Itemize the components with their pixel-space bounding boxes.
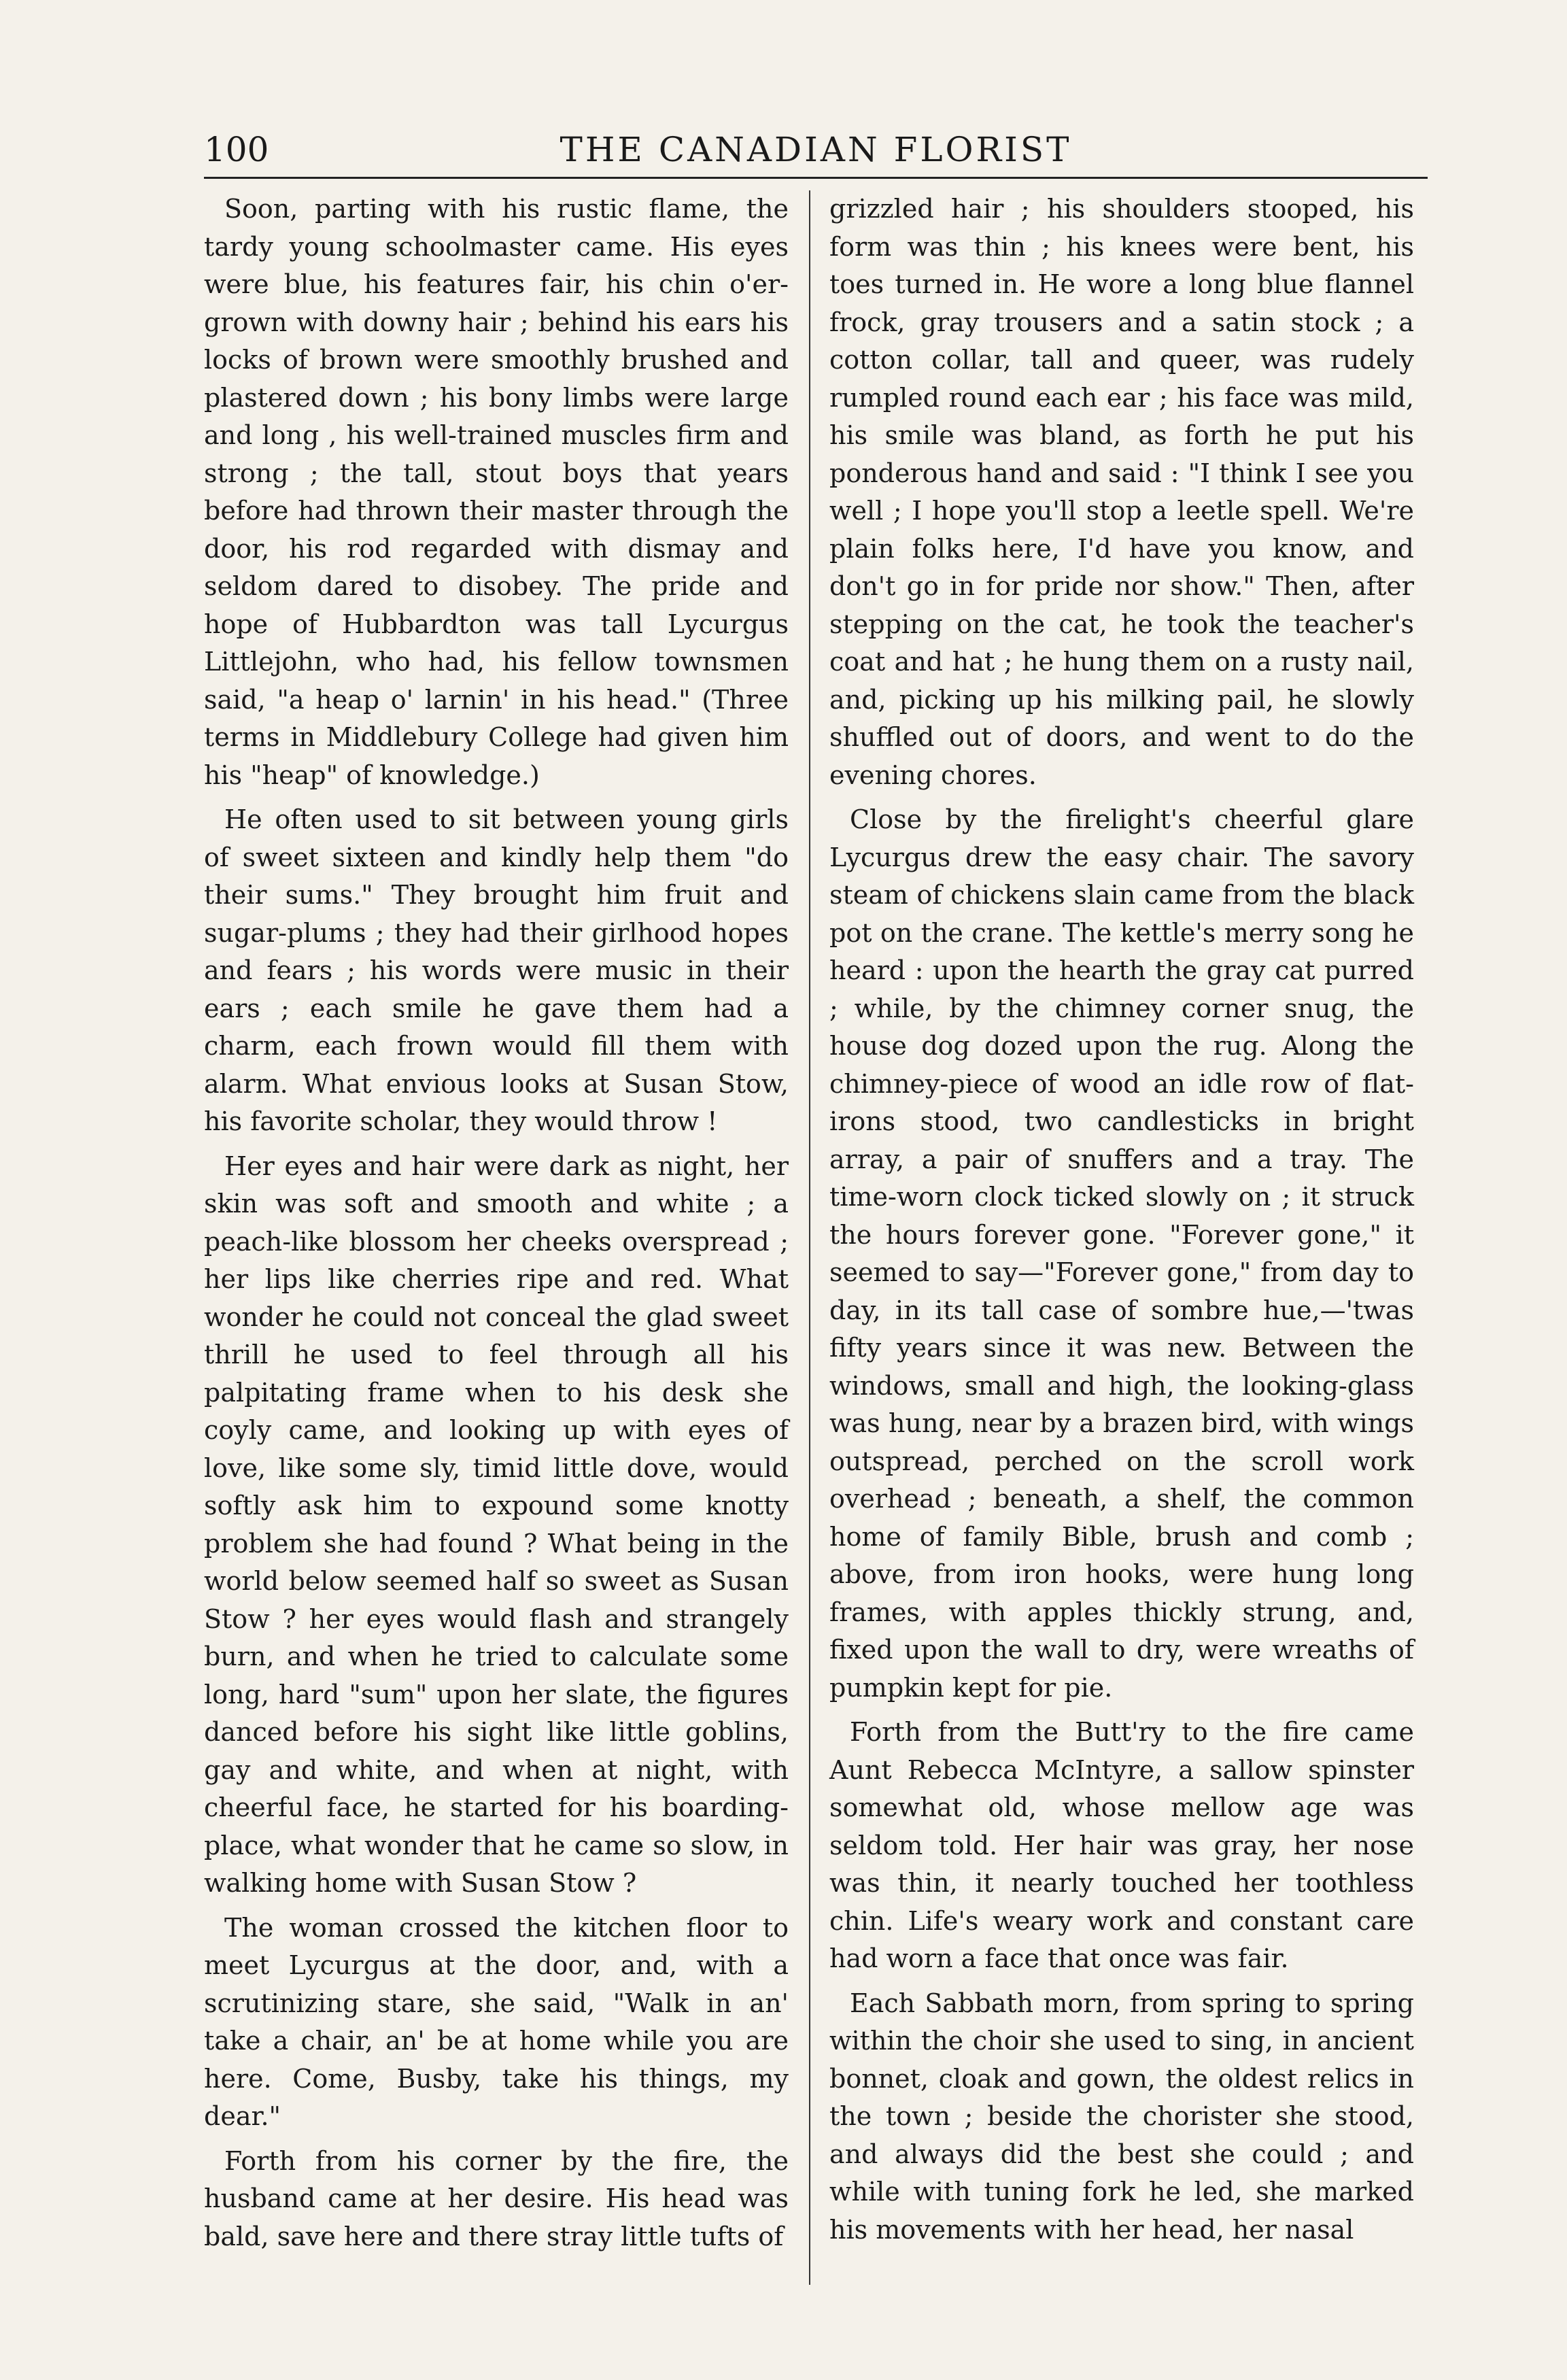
page-header: [204, 129, 1428, 179]
page: [204, 129, 1428, 2305]
right-column: [829, 190, 1414, 2256]
paragraph: Forth from the Butt'ry to the fire came Aunt Rebecca McIntyre, a sallow spinster somewhat old, whose mellow age was seldom told. Her hair was gray, her nose was thin, it nearly touched her toothless chin. Life's weary work and constant care had worn a face that once was fair.: [829, 1717, 1414, 1973]
text-columns: [204, 190, 1428, 2298]
journal-title: THE CANADIAN FLORIST: [559, 130, 1072, 169]
page-number: 100: [204, 130, 269, 169]
paragraph: He often used to sit between young girls of sweet sixteen and kindly help them "do their sums." They brought him fruit and sugar-plums ; they had their girlhood hopes and fears ; his words were music in their ears ; each smile he gave them had a charm, each frown would fill them with alarm. What envious looks at Susan Stow, his favorite scholar, they would throw !: [204, 804, 789, 1136]
paragraph: grizzled hair ; his shoulders stooped, his form was thin ; his knees were bent, his toes turned in. He wore a long blue flannel frock, gray trousers and a satin stock ; a cotton collar, tall and queer, was rudely rumpled round each ear ; his face was mild, his smile was bland, as forth he put his ponderous hand and said : "I think I see you well ; I hope you'll stop a leetle spell. We're plain folks here, I'd have you know, and don't go in for pride nor show." Then, after stepping on the cat, he took the teacher's coat and hat ; he hung them on a rusty nail, and, picking up his milking pail, he slowly shuffled out of doors, and went to do the evening chores.: [829, 194, 1414, 790]
paragraph: Forth from his corner by the fire, the husband came at her desire. His head was bald, save here and there stray little tufts of: [204, 2145, 789, 2251]
column-divider: [809, 190, 810, 2285]
left-column: [204, 190, 789, 2262]
paragraph: Each Sabbath morn, from spring to spring within the choir she used to sing, in ancient bonnet, cloak and gown, the oldest relics in the town ; beside the chorister she stood, and always did the best she could ; and while with tuning fork he led, she marked his movements with her head, her nasal: [829, 1988, 1414, 2245]
paragraph: Soon, parting with his rustic flame, the tardy young schoolmaster came. His eyes were blue, his features fair, his chin o'er-grown with downy hair ; behind his ears his locks of brown were smoothly brushed and plastered down ; his bony limbs were large and long , his well-trained muscles firm and strong ; the tall, stout boys that years before had thrown their master through the door, his rod regarded with dismay and seldom dared to disobey. The pride and hope of Hubbardton was tall Lycurgus Littlejohn, who had, his fellow townsmen said, "a heap o' larnin' in his head." (Three terms in Middlebury College had given him his "heap" of knowledge.): [204, 194, 789, 790]
paragraph: Close by the firelight's cheerful glare Lycurgus drew the easy chair. The savory steam of chickens slain came from the black pot on the crane. The kettle's merry song he heard : upon the hearth the gray cat purred ; while, by the chimney corner snug, the house dog dozed upon the rug. Along the chimney-piece of wood an idle row of flat-irons stood, two candlesticks in bright array, a pair of snuffers and a tray. The time-worn clock ticked slowly on ; it struck the hours forever gone. "Forever gone," it seemed to say—"Forever gone," from day to day, in its tall case of sombre hue,—'twas fifty years since it was new. Between the windows, small and high, the looking-glass was hung, near by a brazen bird, with wings outspread, perched on the scroll work overhead ; beneath, a shelf, the common home of family Bible, brush and comb ; above, from iron hooks, were hung long frames, with apples thickly strung, and, fixed upon the wall to dry, were wreaths of pumpkin kept for pie.: [829, 804, 1414, 1703]
paragraph: Her eyes and hair were dark as night, her skin was soft and smooth and white ; a peach-like blossom her cheeks overspread ; her lips like cherries ripe and red. What wonder he could not conceal the glad sweet thrill he used to feel through all his palpitating frame when to his desk she coyly came, and looking up with eyes of love, like some sly, timid little dove, would softly ask him to expound some knotty problem she had found ? What being in the world below seemed half so sweet as Susan Stow ? her eyes would flash and strangely burn, and when he tried to calculate some long, hard "sum" upon her slate, the figures danced before his sight like little goblins, gay and white, and when at night, with cheerful face, he started for his boarding-place, what wonder that he came so slow, in walking home with Susan Stow ?: [204, 1151, 789, 1898]
paragraph: The woman crossed the kitchen floor to meet Lycurgus at the door, and, with a scrutinizing stare, she said, "Walk in an' take a chair, an' be at home while you are here. Come, Busby, take his things, my dear.": [204, 1912, 789, 2131]
